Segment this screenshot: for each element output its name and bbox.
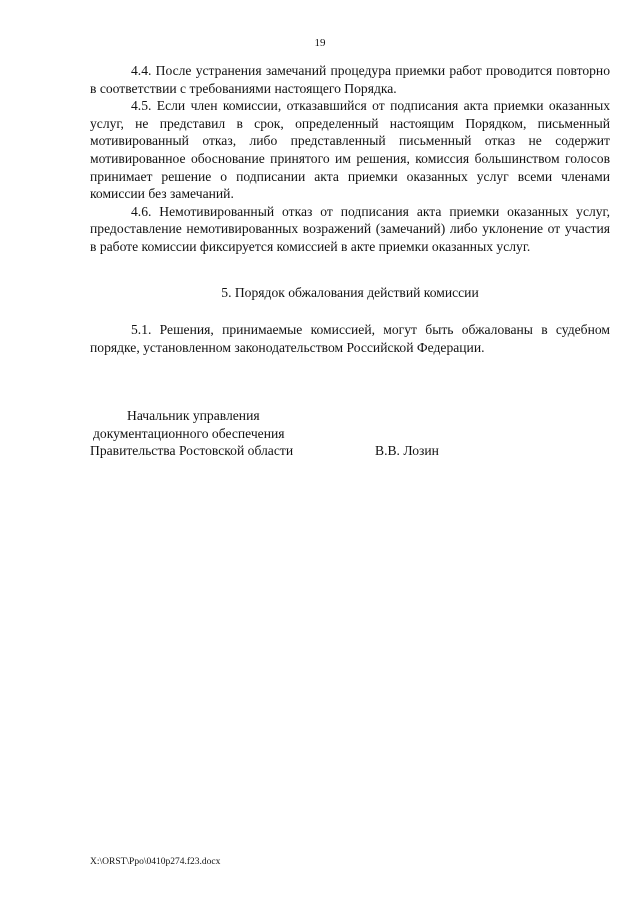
page-number: 19 bbox=[314, 37, 326, 49]
document-body bbox=[90, 62, 610, 256]
paragraph-4-6: 4.6. Немотивированный отказ от подписания акта приемки оказанных услуг, предоставление немотивированных возражений (замечаний) либо уклонение от участия в работе комиссии фиксируется комиссией в акте приемки оказанных услуг. bbox=[90, 203, 610, 254]
footer-file-path: X:\ORST\Ppo\0410p274.f23.docx bbox=[90, 857, 221, 867]
paragraph-4-5: 4.5. Если член комиссии, отказавшийся от подписания акта приемки оказанных услуг, не представил в срок, определенный настоящим Порядком, письменный мотивированный отказ, либо представленный письменный отказ не содержит мотивированное обоснование принятого им решения, комиссия большинством голосов принимает решение о подписании акта приемки оказанных услуг всеми членами комиссии без замечаний. bbox=[90, 98, 610, 202]
paragraph-5-1: 5.1. Решения, принимаемые комиссией, могут быть обжалованы в судебном порядке, установленном законодательством Российской Федерации. bbox=[90, 322, 610, 355]
signatory-name: В.В. Лозин bbox=[375, 443, 439, 458]
signature-title-line-2: документационного обеспечения bbox=[93, 425, 285, 441]
paragraph-4-4: 4.4. После устранения замечаний процедура приемки работ проводится повторно в соответствии с требованиями настоящего Порядка. bbox=[90, 63, 610, 96]
signature-block bbox=[90, 407, 470, 460]
signature-title-line-1: Начальник управления bbox=[127, 408, 260, 423]
signature-title-line-3: Правительства Ростовской области bbox=[90, 443, 294, 459]
section-body bbox=[90, 321, 610, 356]
section-heading: 5. Порядок обжалования действий комиссии bbox=[221, 285, 479, 300]
